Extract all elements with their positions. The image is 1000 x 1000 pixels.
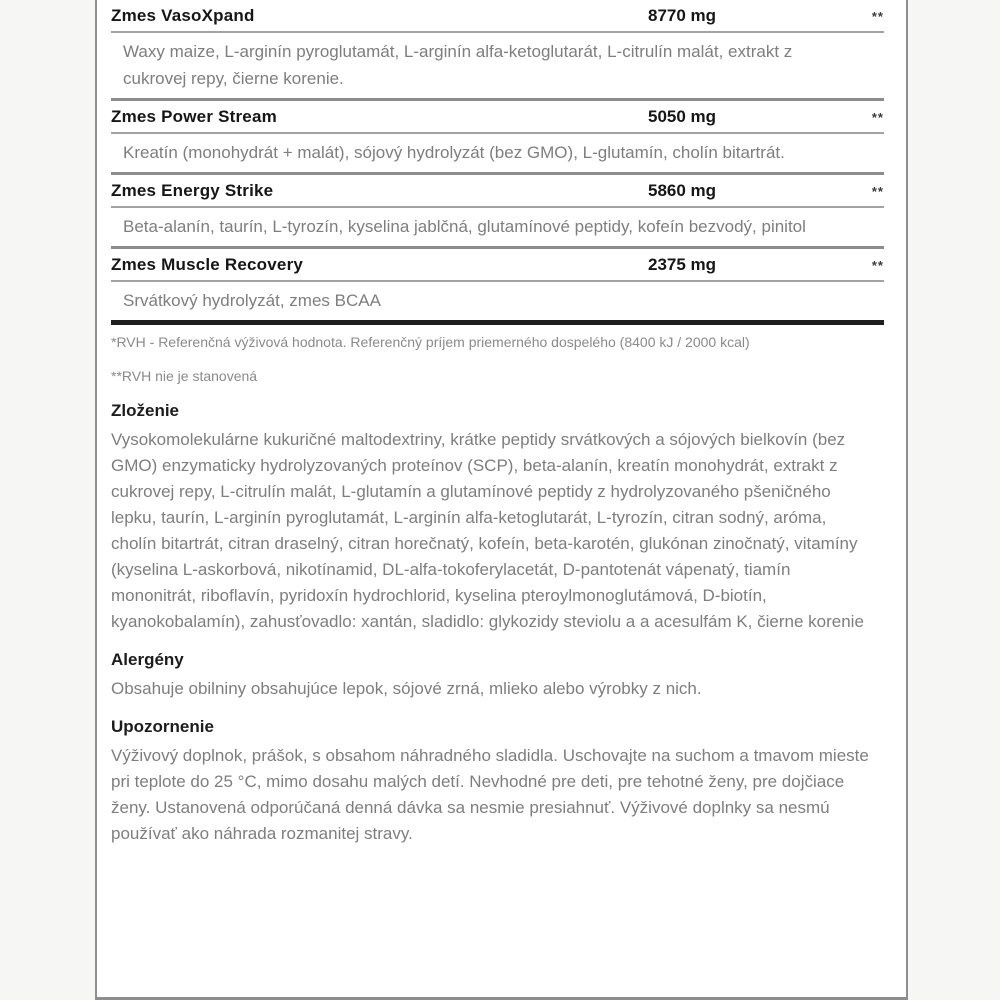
section-heading: Alergény [111,650,184,669]
blend-name: Zmes Energy Strike [111,181,274,200]
blend-name: Zmes Power Stream [111,107,277,126]
blend-ingredients: Kreatín (monohydrát + malát), sójový hydrolyzát (bez GMO), L-glutamín, cholín bitartrát. [123,143,785,162]
blend-row-header [111,101,884,132]
rvh-mark: ** [871,9,884,24]
nutrition-label-card [95,0,908,1000]
blend-row-header [111,175,884,206]
section-heading: Upozornenie [111,717,214,736]
rvh-mark: ** [871,258,884,273]
blend-ingredients: Beta-alanín, taurín, L-tyrozín, kyselina jablčná, glutamínové peptidy, kofeín bezvodý, pinitol [123,217,806,236]
blend-row-header [111,249,884,280]
blend-ingredients: Srvátkový hydrolyzát, zmes BCAA [123,291,381,310]
table-bottom-rule [111,320,884,325]
section-composition [111,401,884,635]
section-warning [111,717,884,847]
blends-table [111,0,884,325]
footnote-rvh-definition: *RVH - Referenčná výživová hodnota. Referenčný príjem priemerného dospelého (8400 kJ / 2000 kcal) [111,334,750,350]
section-allergens [111,650,884,702]
rvh-mark: ** [871,110,884,125]
blend-row-header [111,0,884,31]
blend-amount: 5860 mg [648,181,717,200]
blend-ingredients: Waxy maize, L-arginín pyroglutamát, L-arginín alfa-ketoglutarát, L-citrulín malát, extrakt z cukrovej repy, čierne korenie. [123,42,793,88]
footnote-rvh-not-established: **RVH nie je stanovená [111,368,258,384]
rvh-mark: ** [871,184,884,199]
section-heading: Zloženie [111,401,180,420]
blend-amount: 5050 mg [648,107,717,126]
blend-amount: 2375 mg [648,255,717,274]
section-body: Vysokomolekulárne kukuričné maltodextriny, krátke peptidy srvátkových a sójových bielkovín (bez GMO) enzymaticky hydrolyzovaných proteínov (SCP), beta-alanín, kreatín monohydrát, extrakt z cukrovej repy, L-citrulín malát, L-glutamín a glutamínové peptidy z hydrolyzovaného pšeničného lepku, taurín, L-arginín pyroglutamát, L-arginín alfa-ketoglutarát, L-tyrozín, citran sodný, aróma, cholín bitartrát, citran draselný, citran horečnatý, kofeín, beta-karotén, glukónan zinočnatý, vitamíny (kyselina L-askorbová, nikotínamid, DL-alfa-tokoferylacetát, D-pantotenát vápenatý, tiamín mononitrát, riboflavín, pyridoxín hydrochlorid, kyselina pteroylmonoglutámová, D-biotín, kyanokobalamín), zahusťovadlo: xantán, sladidlo: glykozidy steviolu a a acesulfám K, čierne korenie [111,430,864,631]
section-body: Výživový doplnok, prášok, s obsahom náhradného sladidla. Uschovajte na suchom a tmavom mieste pri teplote do 25 °C, mimo dosahu malých detí. Nevhodné pre deti, pre tehotné ženy, pre dojčiace ženy. Ustanovená odporúčaná denná dávka sa nesmie presiahnuť. Výživové doplnky sa nesmú používať ako náhrada rozmanitej stravy. [111,746,869,843]
blend-name: Zmes VasoXpand [111,6,255,25]
blend-name: Zmes Muscle Recovery [111,255,304,274]
section-body: Obsahuje obilniny obsahujúce lepok, sójové zrná, mlieko alebo výrobky z nich. [111,679,702,698]
blend-amount: 8770 mg [648,6,717,25]
